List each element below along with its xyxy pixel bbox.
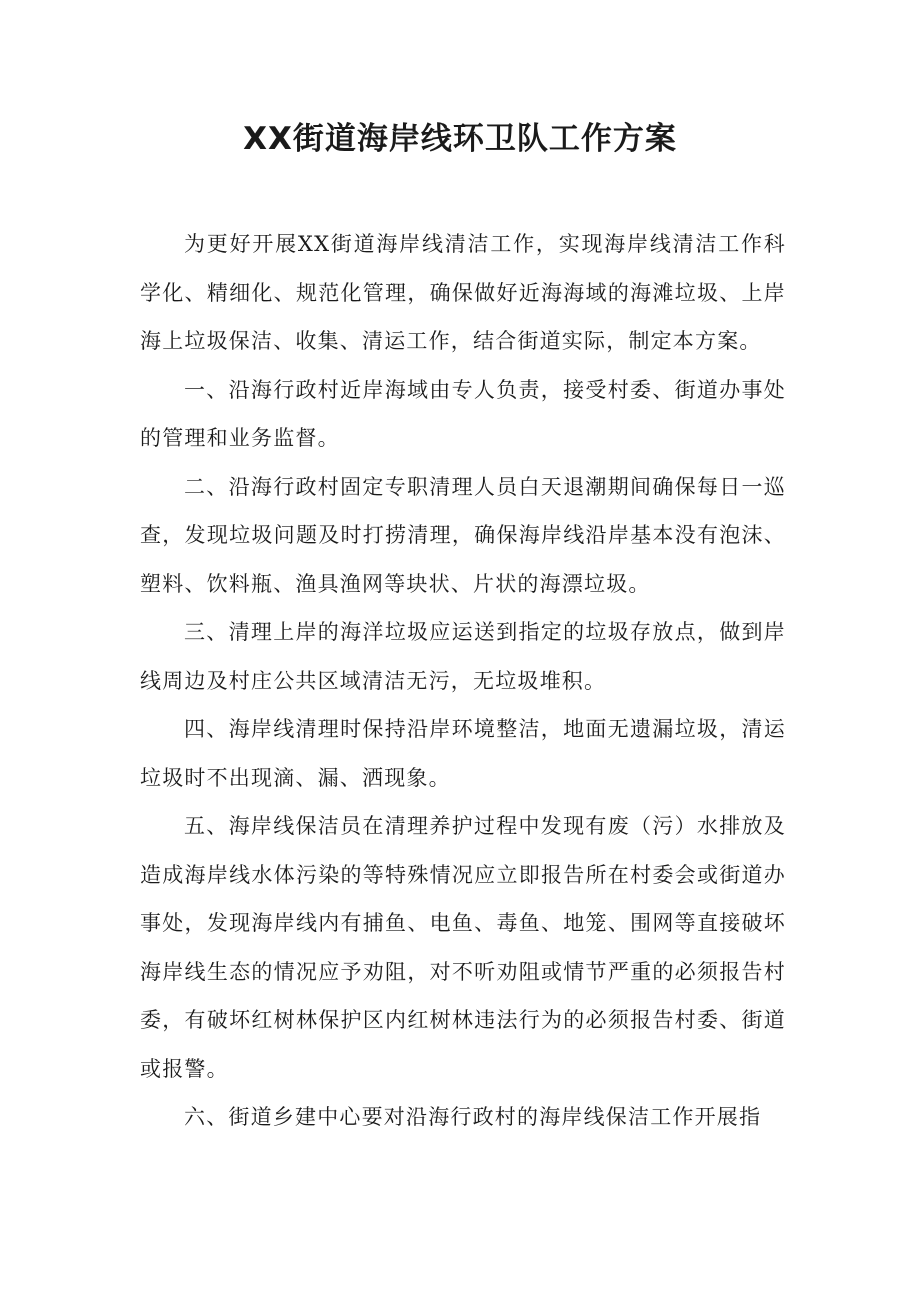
paragraph-item-2: 二、沿海行政村固定专职清理人员白天退潮期间确保每日一巡查，发现垃圾问题及时打捞清理，确保海岸线沿岸基本没有泡沫、塑料、饮料瓶、渔具渔网等块状、片状的海漂垃圾。 (140, 474, 786, 596)
document-title: XX街道海岸线环卫队工作方案 (243, 121, 677, 157)
paragraph-item-5: 五、海岸线保洁员在清理养护过程中发现有废（污）水排放及造成海岸线水体污染的等特殊情况应立即报告所在村委会或街道办事处，发现海岸线内有捕鱼、电鱼、毒鱼、地笼、围网等直接破坏海岸线生态的情况应予劝阻，对不听劝阻或情节严重的必须报告村委，有破坏红树林保护区内红树林违法行为的必须报告村委、街道或报警。 (140, 814, 786, 1081)
paragraph-item-6: 六、街道乡建中心要对沿海行政村的海岸线保洁工作开展指 (184, 1105, 762, 1129)
paragraph-item-3: 三、清理上岸的海洋垃圾应运送到指定的垃圾存放点，做到岸线周边及村庄公共区域清洁无污，无垃圾堆积。 (140, 620, 786, 693)
paragraph-item-4: 四、海岸线清理时保持沿岸环境整洁，地面无遗漏垃圾，清运垃圾时不出现滴、漏、洒现象。 (140, 717, 786, 790)
paragraph-item-1: 一、沿海行政村近岸海域由专人负责，接受村委、街道办事处的管理和业务监督。 (140, 377, 786, 450)
paragraph-intro: 为更好开展XX街道海岸线清洁工作，实现海岸线清洁工作科学化、精细化、规范化管理，确保做好近海海域的海滩垃圾、上岸海上垃圾保洁、收集、清运工作，结合街道实际，制定本方案。 (140, 232, 786, 353)
document-body (140, 220, 786, 1142)
